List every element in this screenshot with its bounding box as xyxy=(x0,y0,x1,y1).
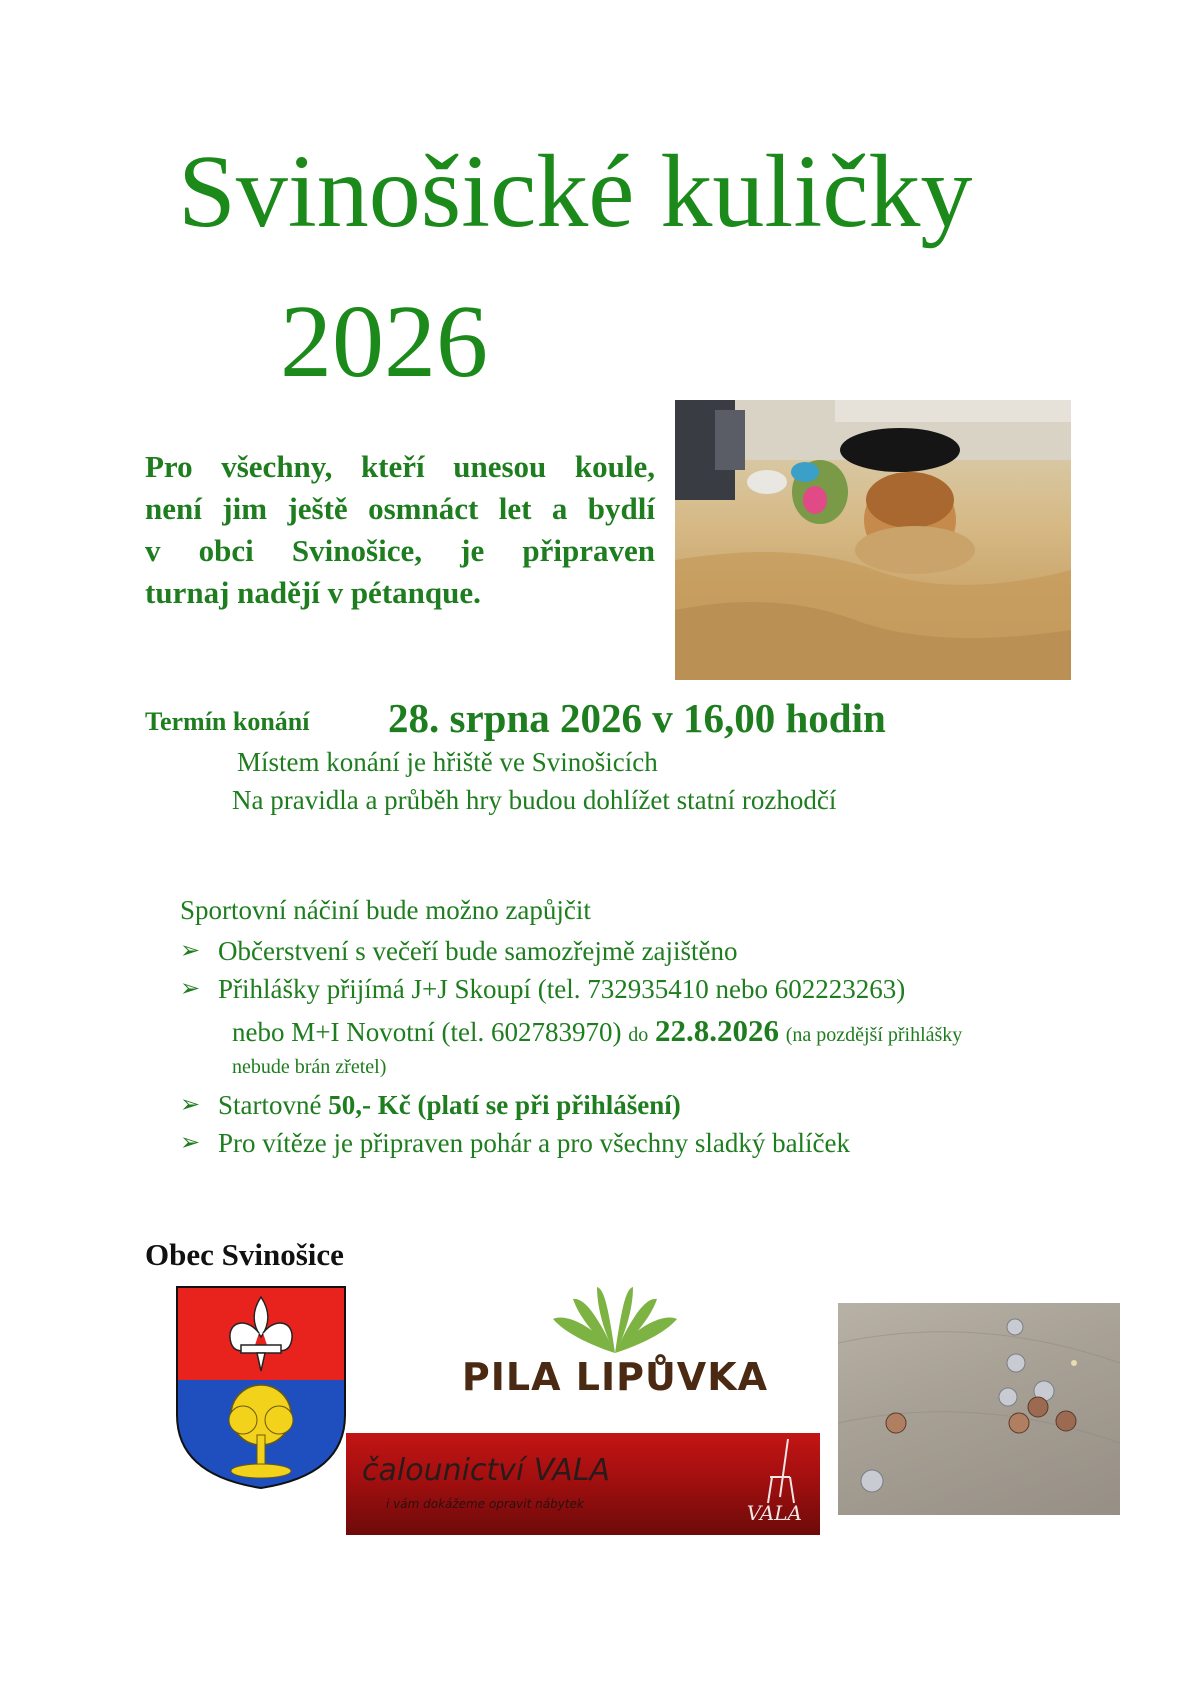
calounictvi-vala-logo xyxy=(346,1433,820,1535)
poster-title: Svinošické kuličky xyxy=(178,134,973,249)
intro-line-2: není jim ještě osmnáct let a bydlí xyxy=(145,491,655,526)
event-rules: Na pravidla a průběh hry budou dohlížet statní rozhodčí xyxy=(232,785,837,815)
svinosice-crest-logo xyxy=(175,1285,347,1490)
fee-label: Startovné xyxy=(218,1090,322,1120)
date-label: Termín konání xyxy=(145,707,310,736)
registration-line-2: nebo M+I Novotní (tel. 602783970) xyxy=(232,1017,622,1047)
beach-child-illustration xyxy=(675,400,1071,680)
beach-photo xyxy=(675,400,1071,680)
refreshment-text: Občerstvení s večeří bude samozřejmě zajištěno xyxy=(218,936,738,966)
registration-line-1: Přihlášky přijímá J+J Skoupí (tel. 732935410 nebo 602223263) xyxy=(218,974,906,1004)
vala-name: čalounictví VALA xyxy=(362,1453,611,1488)
pila-lipuvka-text: PILA LIPŮVKA xyxy=(461,1355,769,1399)
registration-note-a: (na pozdější přihlášky xyxy=(785,1024,963,1046)
vala-signature: VALA xyxy=(746,1501,802,1525)
registration-do: do xyxy=(628,1024,649,1046)
petanque-balls-illustration xyxy=(838,1303,1120,1515)
petanque-balls-photo xyxy=(838,1303,1120,1515)
intro-paragraph xyxy=(145,446,655,614)
poster-year: 2026 xyxy=(280,284,488,399)
vala-slogan: i vám dokážeme opravit nábytek xyxy=(386,1497,584,1511)
info-list xyxy=(180,932,1100,1162)
intro-line-4: turnaj nadějí v pétanque. xyxy=(145,575,481,610)
fee-value: 50,- Kč (platí se při přihlášení) xyxy=(328,1090,681,1120)
list-item xyxy=(180,970,1100,1080)
prize-text: Pro vítěze je připraven pohár a pro všechny sladký balíček xyxy=(218,1128,851,1158)
pila-lipuvka-logo xyxy=(415,1283,815,1403)
list-item xyxy=(180,1124,1100,1162)
event-date: 28. srpna 2026 v 16,00 hodin xyxy=(388,695,886,741)
event-place: Místem konání je hřiště ve Svinošicích xyxy=(237,747,658,777)
registration-deadline: 22.8.2026 xyxy=(654,1013,779,1048)
intro-line-1: Pro všechny, kteří unesou koule, xyxy=(145,449,655,484)
arrowhead-icon: ➢ xyxy=(180,1092,201,1118)
equipment-note: Sportovní náčiní bude možno zapůjčit xyxy=(180,895,591,925)
list-item xyxy=(180,932,1100,970)
arrowhead-icon: ➢ xyxy=(180,976,201,1002)
registration-note-b: nebude brán zřetel) xyxy=(232,1056,387,1078)
leaf-logo-icon xyxy=(415,1283,815,1355)
organizer-name: Obec Svinošice xyxy=(145,1237,344,1272)
crest-icon xyxy=(175,1285,347,1490)
arrowhead-icon: ➢ xyxy=(180,1130,201,1156)
list-item xyxy=(180,1086,1100,1124)
chair-icon xyxy=(760,1437,800,1507)
arrowhead-icon: ➢ xyxy=(180,938,201,964)
intro-line-3: v obci Svinošice, je připraven xyxy=(145,533,655,568)
